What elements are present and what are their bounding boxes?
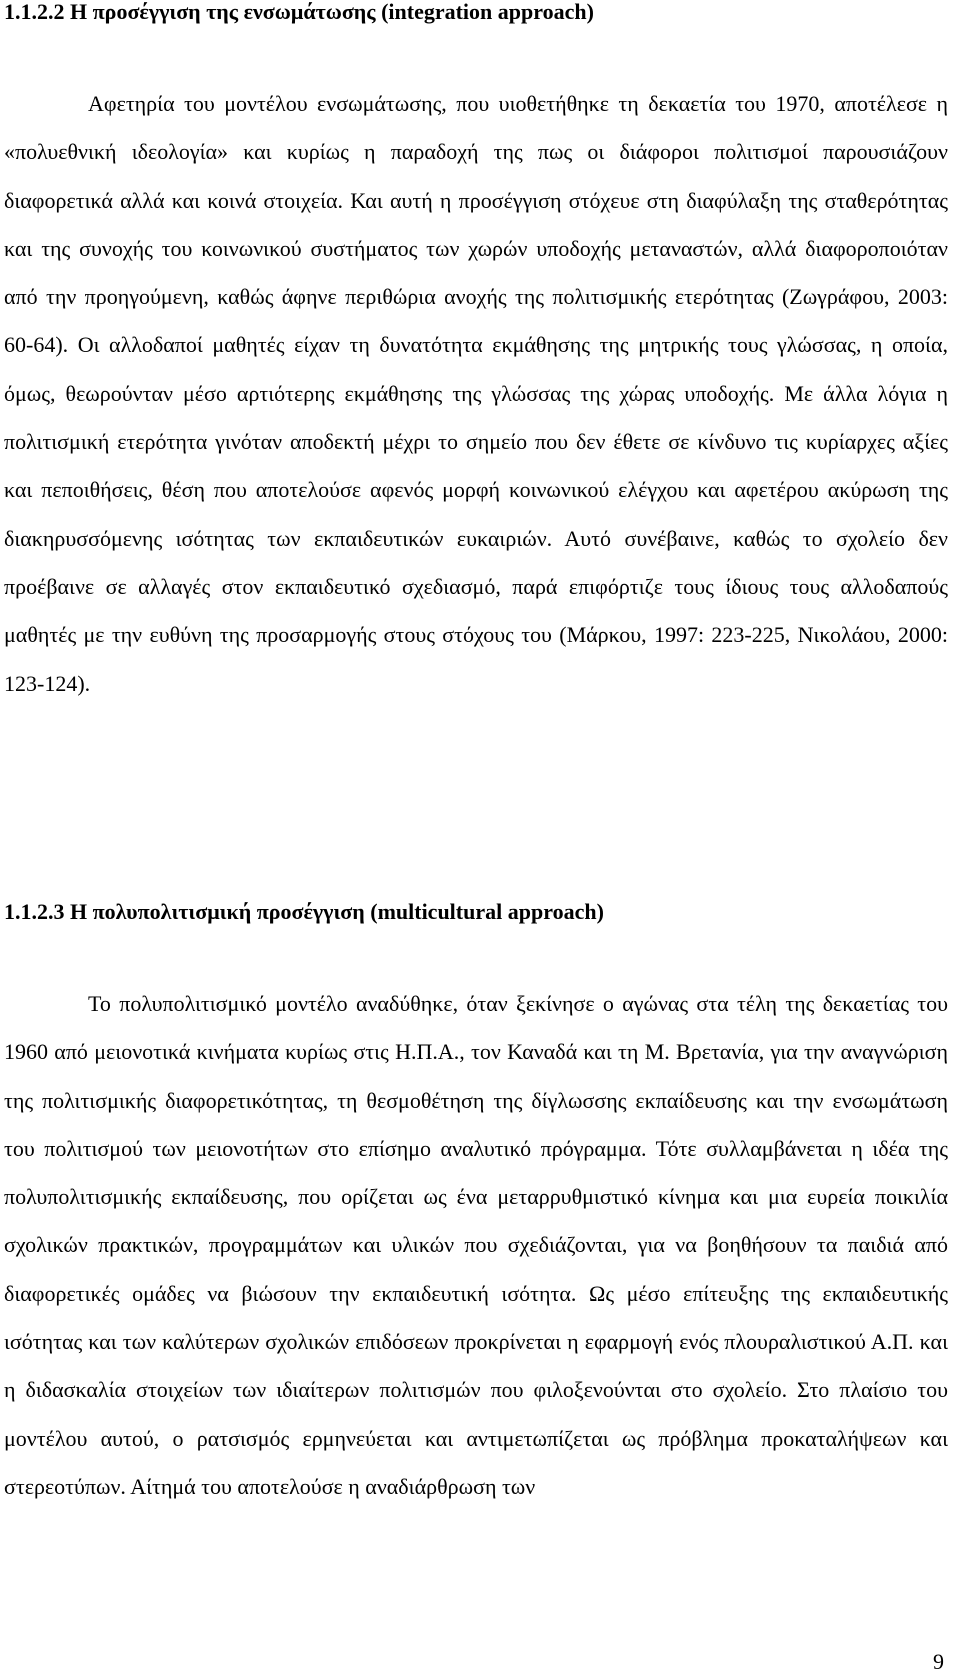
section-paragraph-multicultural: Το πολυπολιτισμικό μοντέλο αναδύθηκε, όταν ξεκίνησε ο αγώνας στα τέλη της δεκαετίας του 1960 από μειονοτικά κινήματα κυρίως στις Η.Π.Α., τον Καναδά και τη Μ. Βρετανία, για την αναγνώριση της πολιτισμικής διαφορετικότητας, τη θεσμοθέτηση της δίγλωσσης εκπαίδευσης και την ενσωμάτωση του πολιτισμού των μειονοτήτων στο επίσημο αναλυτικό πρόγραμμα. Τότε συλλαμβάνεται η ιδέα της πολυπολιτισμικής εκπαίδευσης, που ορίζεται ως ένα μεταρρυθμιστικό κίνημα και μια ευρεία ποικιλία σχολικών πρακτικών, προγραμμάτων και υλικών που σχεδιάζονται, για να βοηθήσουν τα παιδιά από διαφορετικές ομάδες να βιώσουν την εκπαιδευτική ισότητα. Ως μέσο επίτευξης της εκπαιδευτικής ισότητας και των καλύτερων σχολικών επιδόσεων προκρίνεται η εφαρμογή ενός πλουραλιστικού Α.Π. και η διδασκαλία στοιχείων των ιδιαίτερων πολιτισμών που φιλοξενούνται στο σχολείο. Στο πλαίσιο του μοντέλου αυτού, ο ρατσισμός ερμηνεύεται και αντιμετωπίζεται ως πρόβλημα προκαταλήψεων και στερεοτύπων. Αίτημά του αποτελούσε η αναδιάρθρωση των [4, 991, 948, 1499]
section-paragraph-integration: Αφετηρία του μοντέλου ενσωμάτωσης, που υιοθετήθηκε τη δεκαετία του 1970, αποτέλεσε η «πολυεθνική ιδεολογία» και κυρίως η παραδοχή της πως οι διάφοροι πολιτισμοί παρουσιάζουν διαφορετικά αλλά και κοινά στοιχεία. Και αυτή η προσέγγιση στόχευε στη διαφύλαξη της σταθερότητας και της συνοχής του κοινωνικού συστήματος των χωρών υποδοχής μεταναστών, αλλά διαφοροποιόταν από την προηγούμενη, καθώς άφηνε περιθώρια ανοχής της πολιτισμικής ετερότητας (Ζωγράφου, 2003: 60-64). Οι αλλοδαποί μαθητές είχαν τη δυνατότητα εκμάθησης της μητρικής τους γλώσσας, η οποία, όμως, θεωρούνταν μέσο αρτιότερης εκμάθησης της γλώσσας της χώρας υποδοχής. Με άλλα λόγια η πολιτισμική ετερότητα γινόταν αποδεκτή μέχρι το σημείο που δεν έθετε σε κίνδυνο τις κυρίαρχες αξίες και πεποιθήσεις, θέση που αποτελούσε αφενός μορφή κοινωνικού ελέγχου και αφετέρου ακύρωση της διακηρυσσόμενης ισότητας των εκπαιδευτικών ευκαιριών. Αυτό συνέβαινε, καθώς το σχολείο δεν προέβαινε σε αλλαγές στον εκπαιδευτικό σχεδιασμό, παρά επιφόρτιζε τους ίδιους τους αλλοδαπούς μαθητές με την ευθύνη της προσαρμογής στους στόχους του (Μάρκου, 1997: 223-225, Νικολάου, 2000: 123-124). [4, 91, 948, 696]
section-heading-multicultural: 1.1.2.3 Η πολυπολιτισμική προσέγγιση (multicultural approach) [4, 899, 604, 924]
section-heading-integration: 1.1.2.2 Η προσέγγιση της ενσωμάτωσης (integration approach) [4, 0, 594, 24]
page-number: 9 [933, 1649, 944, 1674]
